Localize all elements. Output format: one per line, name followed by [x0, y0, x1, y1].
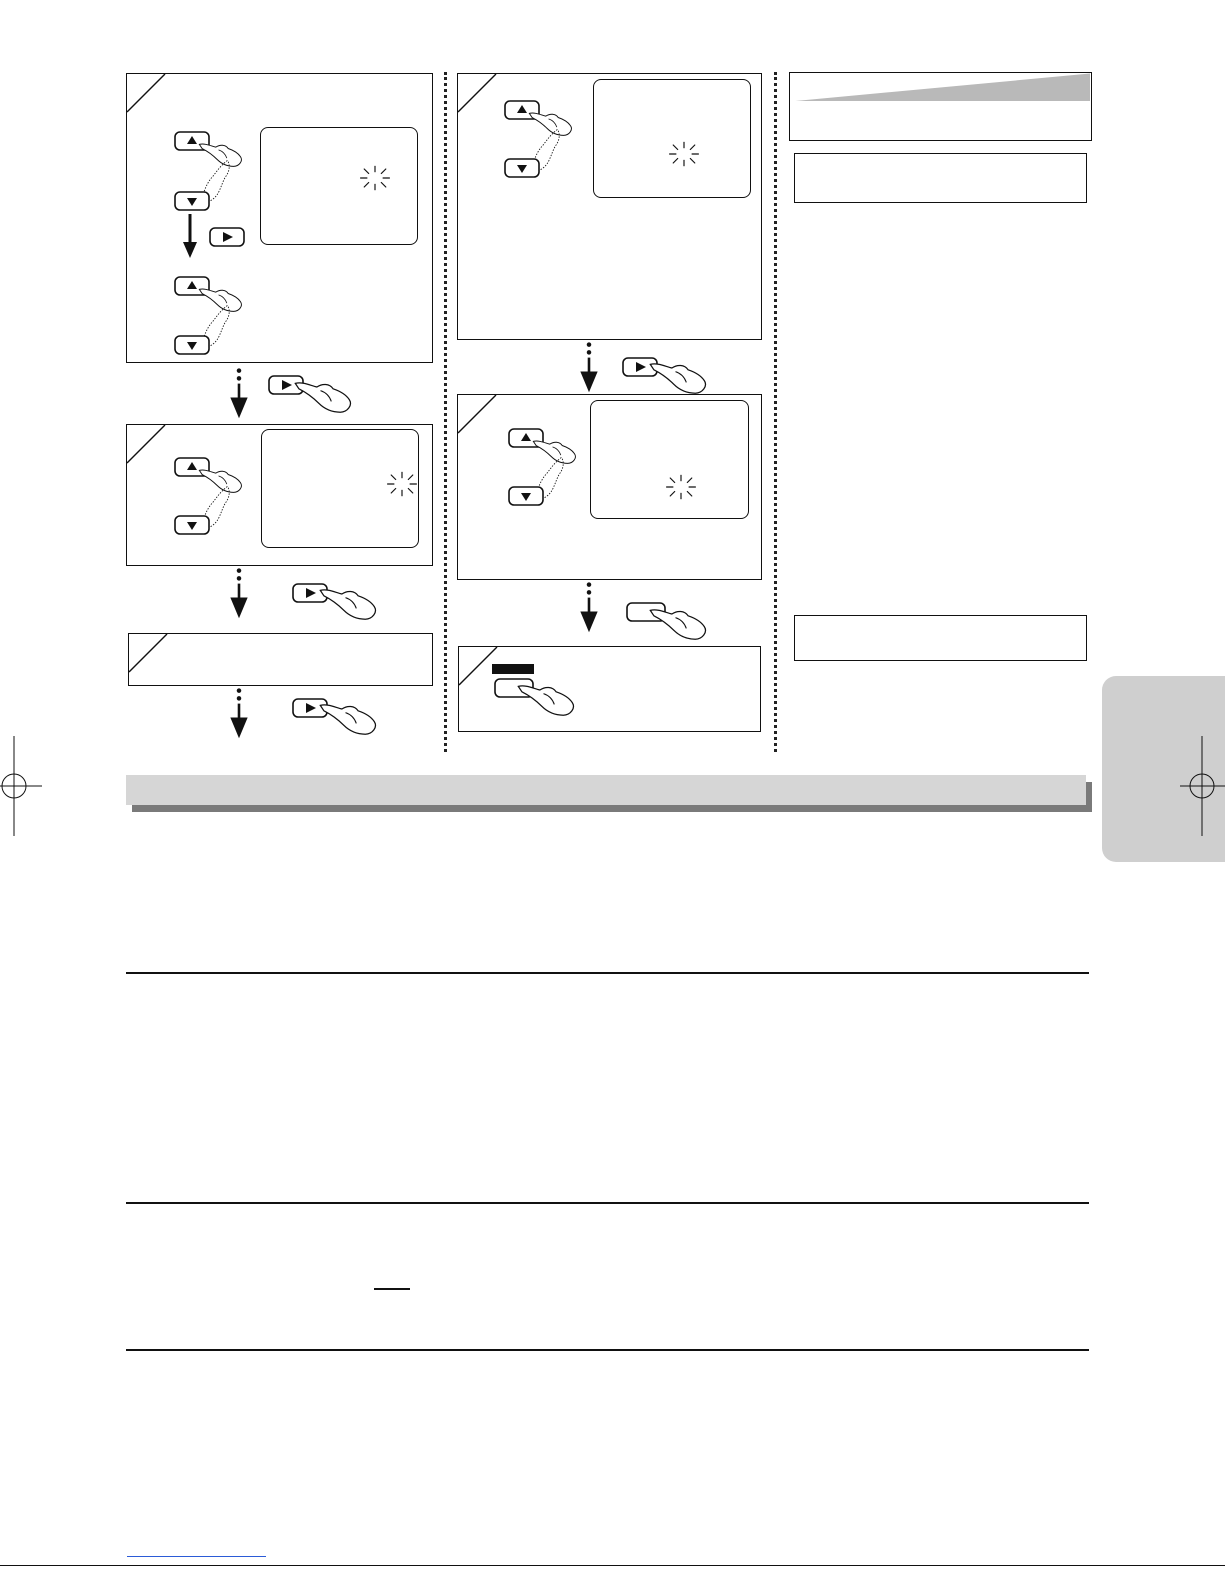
tv-screen — [260, 127, 418, 245]
button-label-badge — [492, 664, 534, 674]
flow-arrow-icon — [227, 368, 251, 420]
flow-arrow-icon — [577, 342, 601, 394]
note-box-1 — [794, 153, 1087, 203]
step-panel-1 — [126, 73, 433, 363]
play-button-icon — [209, 227, 245, 247]
blinking-cursor-icon — [666, 140, 702, 168]
registration-crosshair-icon — [1180, 736, 1225, 836]
step-panel-5 — [457, 394, 762, 580]
flow-arrow-icon — [227, 688, 251, 740]
footer-rule — [0, 1565, 1225, 1566]
tv-screen — [590, 400, 749, 519]
step-corner-mark — [129, 634, 169, 674]
pointing-hand-icon — [318, 585, 382, 621]
down-arrow-button-icon — [174, 335, 210, 355]
header-wedge-graphic — [790, 73, 1090, 103]
blinking-cursor-icon — [357, 164, 393, 192]
flow-arrow-icon — [577, 582, 601, 634]
section-rule-2 — [126, 1202, 1089, 1204]
note-box-2 — [794, 615, 1087, 661]
section-bar — [126, 775, 1086, 805]
down-arrow-button-icon — [174, 191, 210, 211]
step-panel-3 — [128, 633, 433, 686]
step-panel-4 — [457, 73, 762, 340]
column-separator-left — [444, 72, 447, 752]
section-rule-1 — [126, 972, 1089, 974]
footer-link-underline[interactable] — [127, 1556, 266, 1557]
down-arrow-button-icon — [508, 486, 544, 506]
step-corner-mark — [127, 74, 167, 114]
pointing-hand-icon — [648, 359, 712, 395]
flow-arrow-icon — [182, 214, 198, 260]
step-corner-mark — [458, 395, 498, 435]
blinking-cursor-icon — [384, 470, 420, 498]
blinking-cursor-icon — [663, 473, 699, 501]
down-arrow-button-icon — [504, 158, 540, 178]
step-panel-6 — [458, 646, 761, 732]
section-rule-3 — [126, 1349, 1089, 1351]
flow-arrow-icon — [227, 568, 251, 620]
tv-screen — [593, 79, 751, 198]
column-separator-right — [774, 72, 777, 752]
right-header-panel — [789, 72, 1092, 141]
pointing-hand-icon — [293, 378, 357, 414]
pointing-hand-icon — [648, 605, 712, 641]
step-panel-2 — [126, 424, 433, 566]
down-arrow-button-icon — [174, 515, 210, 535]
step-corner-mark — [127, 425, 167, 465]
short-underline-mark — [374, 1288, 410, 1290]
pointing-hand-icon — [318, 700, 382, 736]
step-corner-mark — [458, 74, 498, 114]
registration-crosshair-icon — [0, 736, 42, 836]
tv-screen — [261, 429, 419, 548]
pointing-hand-icon — [516, 681, 580, 717]
